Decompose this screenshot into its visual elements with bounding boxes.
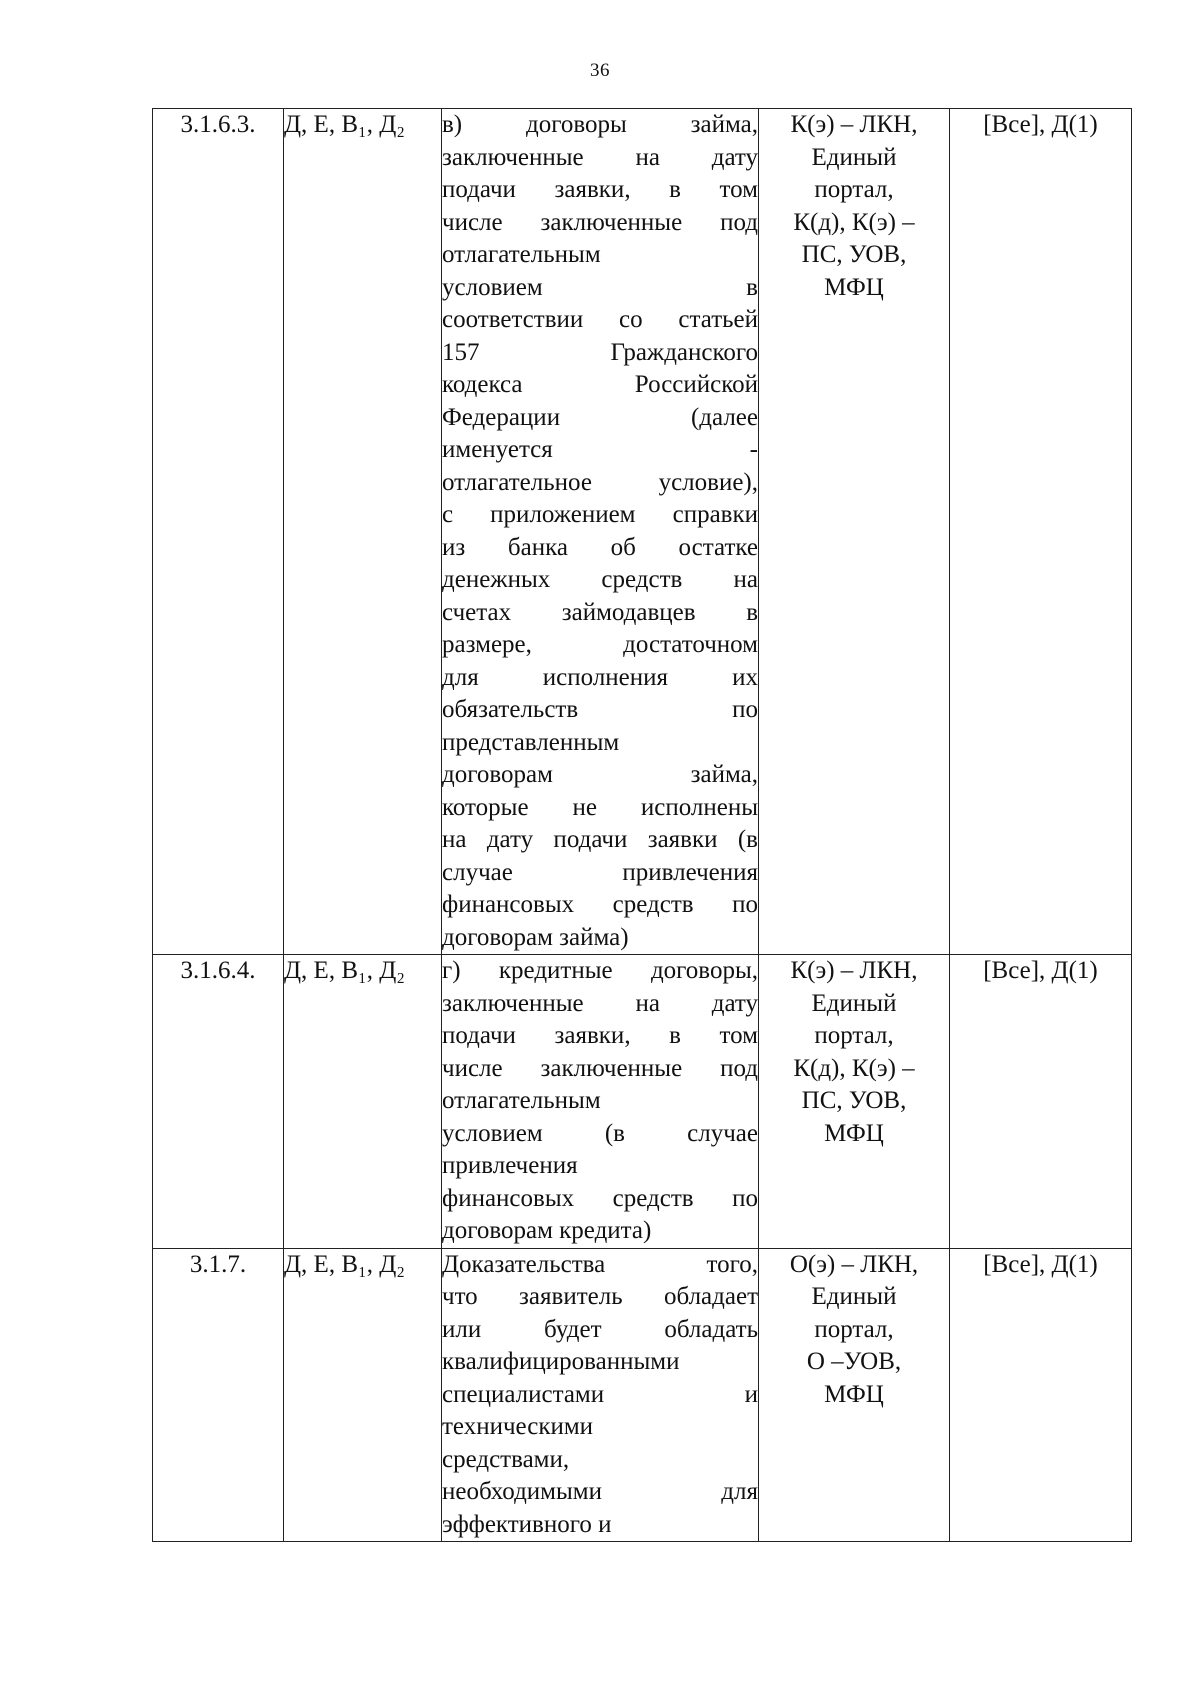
description-cell bbox=[442, 109, 759, 955]
submission-form-line: портал, bbox=[814, 1022, 894, 1049]
description-line: подачи заявки, в том bbox=[442, 176, 758, 203]
submission-form-line: Единый bbox=[811, 989, 897, 1017]
description-line: в) договоры займа, bbox=[442, 111, 758, 138]
description-line: 157 Гражданского bbox=[442, 338, 758, 366]
description-cell bbox=[442, 1248, 759, 1542]
page-number: 36 bbox=[590, 60, 610, 81]
row-number-cell: 3.1.6.4. bbox=[153, 955, 284, 1249]
description-line: договорам займа) bbox=[442, 923, 629, 951]
description-line: или будет обладать bbox=[442, 1315, 758, 1343]
description-line: отлагательное условие), bbox=[442, 468, 758, 496]
description-line: числе заключенные под bbox=[442, 208, 758, 236]
subjects-cell: Д, Е, В₁, Д₂ bbox=[284, 109, 442, 955]
description-line: что заявитель обладает bbox=[442, 1283, 758, 1310]
description-line: договорам займа, bbox=[442, 761, 758, 788]
submission-form-line: К(э) – ЛКН, bbox=[790, 111, 918, 138]
description-cell bbox=[442, 955, 759, 1249]
submission-form-cell bbox=[759, 109, 950, 955]
description-line: привлечения bbox=[442, 1152, 578, 1179]
table-row bbox=[153, 109, 1132, 955]
description-line: обязательств по bbox=[442, 696, 758, 723]
description-line: отлагательным bbox=[442, 1087, 601, 1114]
row-number-cell: 3.1.7. bbox=[153, 1248, 284, 1542]
description-line: техническими bbox=[442, 1413, 594, 1440]
description-line: финансовых средств по bbox=[442, 1184, 758, 1212]
submission-form-cell bbox=[759, 955, 950, 1249]
signature-cell: [Все], Д(1) bbox=[950, 1248, 1132, 1542]
description-line: эффективного и bbox=[442, 1510, 612, 1538]
submission-form-line: портал, bbox=[814, 176, 894, 203]
description-line: договорам кредита) bbox=[442, 1217, 652, 1244]
submission-form-line: ПС, УОВ, bbox=[801, 241, 907, 268]
subjects-cell: Д, Е, В₁, Д₂ bbox=[284, 1248, 442, 1542]
submission-form-line: О(э) – ЛКН, bbox=[789, 1250, 919, 1278]
submission-form-line: ПС, УОВ, bbox=[801, 1087, 907, 1114]
description-line: кодекса Российской bbox=[442, 371, 758, 398]
document-table bbox=[152, 108, 1132, 1542]
submission-form-line: МФЦ bbox=[824, 1380, 884, 1408]
description-line: денежных средств на bbox=[442, 566, 758, 593]
submission-form-line: портал, bbox=[814, 1315, 894, 1343]
description-line: числе заключенные под bbox=[442, 1054, 758, 1082]
submission-form-line: Единый bbox=[811, 1283, 897, 1310]
description-line: на дату подачи заявки (в bbox=[442, 826, 758, 853]
signature-cell: [Все], Д(1) bbox=[950, 955, 1132, 1249]
description-line: условием (в случае bbox=[442, 1119, 758, 1147]
description-line: которые не исполнены bbox=[442, 793, 758, 821]
submission-form-cell bbox=[759, 1248, 950, 1542]
submission-form-line: Единый bbox=[811, 143, 897, 171]
description-line: соответствии со статьей bbox=[442, 306, 758, 333]
submission-form-line: К(э) – ЛКН, bbox=[790, 957, 918, 984]
description-line: специалистами и bbox=[442, 1380, 758, 1408]
description-line: заключенные на дату bbox=[442, 989, 758, 1017]
description-line: необходимыми для bbox=[442, 1478, 758, 1505]
row-number-cell: 3.1.6.3. bbox=[153, 109, 284, 955]
description-line: г) кредитные договоры, bbox=[442, 957, 758, 984]
description-line: с приложением справки bbox=[442, 501, 758, 528]
description-line: средствами, bbox=[442, 1445, 570, 1473]
description-line: Доказательства того, bbox=[442, 1250, 758, 1278]
submission-form-line: МФЦ bbox=[824, 1119, 884, 1147]
description-line: квалифицированными bbox=[442, 1348, 680, 1375]
description-line: подачи заявки, в том bbox=[442, 1022, 758, 1049]
description-line: счетах займодавцев в bbox=[442, 598, 758, 626]
description-line: для исполнения их bbox=[442, 663, 758, 691]
submission-form-line: МФЦ bbox=[824, 273, 884, 301]
description-line: представленным bbox=[442, 728, 620, 756]
description-line: из банка об остатке bbox=[442, 533, 758, 561]
description-line: Федерации (далее bbox=[442, 403, 758, 431]
submission-form-line: К(д), К(э) – bbox=[793, 208, 915, 236]
description-line: именуется - bbox=[442, 436, 758, 463]
table-row bbox=[153, 1248, 1132, 1542]
table-row bbox=[153, 955, 1132, 1249]
table-body bbox=[153, 109, 1132, 1542]
description-line: условием в bbox=[442, 273, 758, 301]
description-line: заключенные на дату bbox=[442, 143, 758, 171]
submission-form-line: О –УОВ, bbox=[806, 1348, 902, 1375]
description-line: размере, достаточном bbox=[442, 631, 758, 658]
description-line: случае привлечения bbox=[442, 858, 758, 886]
subjects-cell: Д, Е, В₁, Д₂ bbox=[284, 955, 442, 1249]
description-line: финансовых средств по bbox=[442, 891, 758, 918]
submission-form-line: К(д), К(э) – bbox=[793, 1054, 915, 1082]
signature-cell: [Все], Д(1) bbox=[950, 109, 1132, 955]
description-line: отлагательным bbox=[442, 241, 601, 268]
